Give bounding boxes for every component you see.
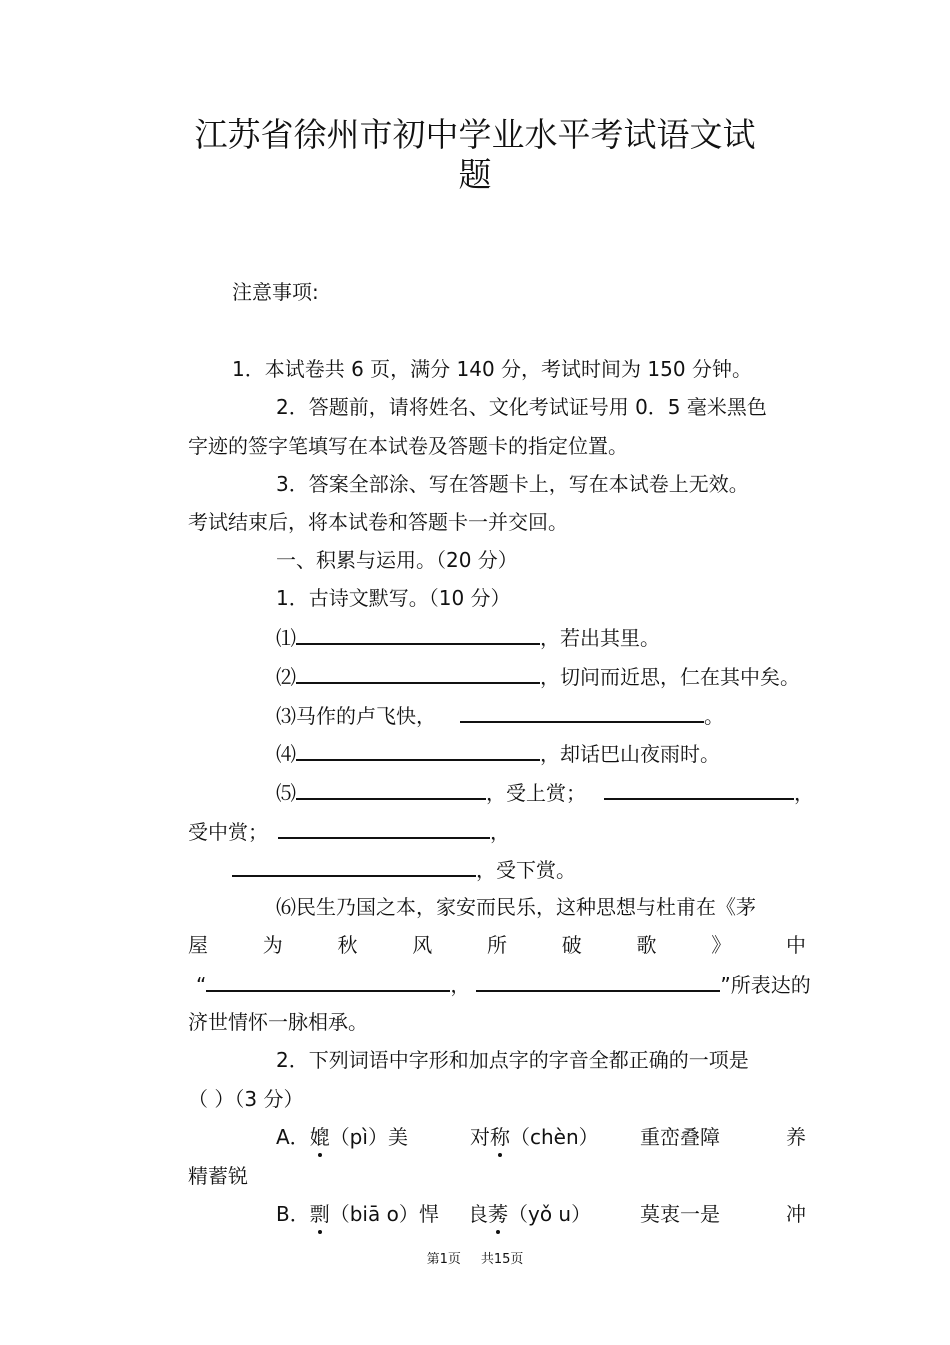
close-quote-text: ”所表达的 — [720, 973, 811, 997]
answer-blank[interactable] — [460, 701, 704, 723]
option-b-word4: 冲 — [786, 1202, 806, 1226]
item-text: ，切问而近思，仁在其中矣。 — [540, 665, 800, 689]
spread-char: 歌 — [636, 933, 657, 957]
item-text: ，受上赏； — [486, 781, 586, 805]
option-b-word2 — [468, 1200, 591, 1228]
option-b-label: B． — [276, 1202, 310, 1226]
document-title-line1: 江苏省徐州市初中学业水平考试语文试 — [194, 115, 756, 154]
recite-item-6-line2 — [188, 931, 806, 959]
option-a-word2-rest: （chèn） — [510, 1125, 599, 1149]
question-1-heading: 1．古诗文默写。（10 分） — [276, 586, 511, 610]
spread-char: 秋 — [337, 933, 358, 957]
item-end: 。 — [704, 704, 724, 728]
question-2-heading: 2．下列词语中字形和加点字的字音全都正确的一项是 — [276, 1048, 749, 1072]
document-title-line2: 题 — [458, 155, 492, 194]
spread-char: 风 — [412, 933, 433, 957]
item-number: ⑴ — [276, 626, 296, 650]
recite-item-6-line3 — [196, 970, 811, 999]
option-b-word3: 莫衷一是 — [640, 1202, 720, 1226]
recite-item-3 — [276, 701, 724, 730]
spread-char: 所 — [487, 933, 507, 957]
item-number: ⑵ — [276, 665, 296, 689]
recite-item-4 — [276, 739, 720, 768]
item-number: ⑷ — [276, 742, 296, 766]
spread-char: 屋 — [188, 933, 208, 957]
option-b[interactable] — [276, 1200, 439, 1228]
item-text: ，却话巴山夜雨时。 — [540, 742, 720, 766]
recite-item-6-line1: ⑹民生乃国之本，家安而民乐，这种思想与杜甫在《茅 — [276, 895, 756, 919]
option-a[interactable] — [276, 1123, 408, 1151]
option-b-word2-rest: （yǒ u） — [508, 1202, 592, 1226]
open-quote: “ — [196, 973, 207, 997]
item-text: ，若出其里。 — [540, 626, 660, 650]
answer-blank[interactable] — [232, 855, 476, 877]
dotted-char: 莠 — [488, 1202, 508, 1226]
option-b-word2-pre: 良 — [468, 1202, 488, 1226]
option-a-label: A． — [276, 1125, 310, 1149]
item-end: ， — [794, 781, 814, 805]
answer-blank[interactable] — [296, 739, 540, 761]
page-total: 共15页 — [480, 1252, 524, 1267]
option-a-wrap: 精蓄锐 — [188, 1164, 248, 1188]
dotted-char: 媲 — [309, 1125, 330, 1149]
item-text: ⑶马作的卢飞快， — [276, 704, 436, 728]
dotted-char: 称 — [490, 1125, 510, 1149]
answer-blank[interactable] — [278, 817, 490, 839]
question-2-answer-paren[interactable]: （ ）（3 分） — [188, 1087, 304, 1111]
option-a-word4: 养 — [786, 1125, 806, 1149]
option-a-word1-rest: （pì）美 — [329, 1125, 408, 1149]
recite-item-1 — [276, 623, 660, 652]
notice-item-3-line2: 考试结束后，将本试卷和答题卡一并交回。 — [188, 510, 568, 534]
option-a-word2-pre: 对 — [470, 1125, 490, 1149]
answer-blank[interactable] — [296, 623, 540, 645]
option-a-word2 — [470, 1123, 599, 1151]
answer-blank[interactable] — [296, 778, 486, 800]
dotted-char: 剽 — [309, 1202, 330, 1226]
page-number: 第1页 — [426, 1252, 461, 1267]
answer-blank[interactable] — [206, 970, 450, 992]
notice-heading: 注意事项: — [232, 280, 319, 304]
item-text: ，受下赏。 — [476, 858, 576, 882]
page-footer — [0, 1248, 950, 1267]
answer-blank[interactable] — [296, 662, 540, 684]
section-1-heading: 一、积累与运用。（20 分） — [276, 548, 518, 572]
option-a-word3: 重峦叠障 — [640, 1125, 720, 1149]
recite-item-5 — [276, 778, 814, 807]
spread-char: 》 — [711, 933, 732, 957]
comma: ， — [450, 973, 471, 997]
recite-item-2 — [276, 662, 800, 691]
recite-item-5-line3 — [232, 855, 576, 884]
item-text: 受中赏； — [188, 820, 268, 844]
notice-item-2-line1: 2．答题前，请将姓名、文化考试证号用 0．5 毫米黑色 — [276, 395, 767, 419]
answer-blank[interactable] — [476, 970, 720, 992]
recite-item-5-line2 — [188, 817, 510, 846]
recite-item-6-line4: 济世情怀一脉相承。 — [188, 1010, 368, 1034]
answer-blank[interactable] — [604, 778, 794, 800]
item-end: ， — [490, 820, 510, 844]
spread-char: 中 — [786, 933, 806, 957]
option-b-word1-rest: （biā o）悍 — [329, 1202, 439, 1226]
notice-item-1: 1．本试卷共 6 页，满分 140 分，考试时间为 150 分钟。 — [232, 357, 752, 381]
notice-item-2-line2: 字迹的签字笔填写在本试卷及答题卡的指定位置。 — [188, 434, 628, 458]
notice-item-3-line1: 3．答案全部涂、写在答题卡上，写在本试卷上无效。 — [276, 472, 749, 496]
spread-char: 为 — [262, 933, 283, 957]
item-number: ⑸ — [276, 781, 296, 805]
spread-char: 破 — [561, 933, 582, 957]
